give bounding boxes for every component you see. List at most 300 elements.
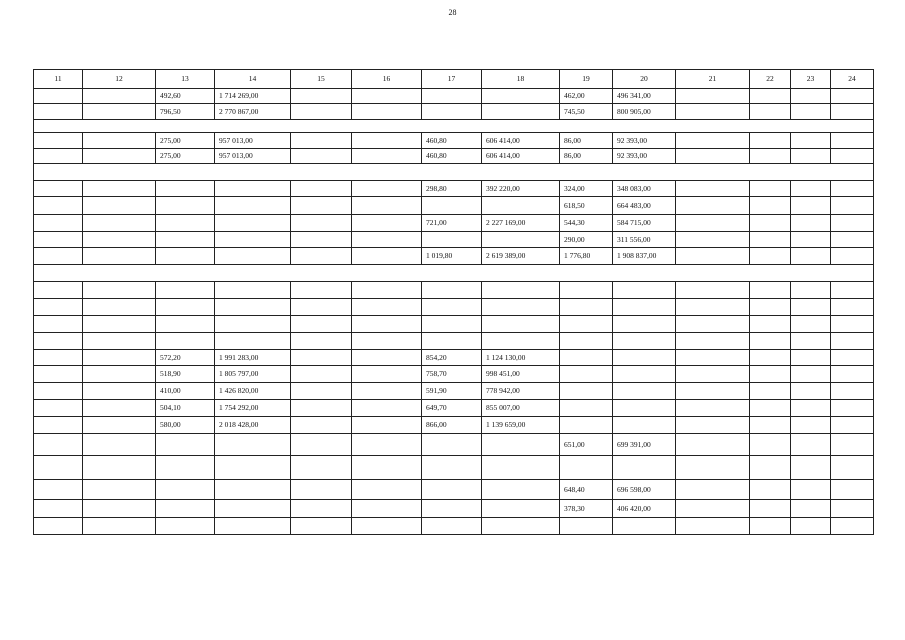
table-cell [791, 104, 831, 120]
table-cell [83, 518, 156, 535]
table-cell [831, 197, 874, 215]
table-cell [291, 518, 352, 535]
table-cell [291, 456, 352, 480]
table-cell [750, 197, 791, 215]
table-cell [34, 89, 83, 104]
table-cell [560, 400, 613, 417]
table-cell [34, 133, 83, 149]
table-cell [482, 104, 560, 120]
table-cell [291, 316, 352, 333]
table-cell [352, 89, 422, 104]
table-cell [215, 333, 291, 350]
table-cell: 462,00 [560, 89, 613, 104]
table-cell [750, 248, 791, 265]
table-cell [676, 104, 750, 120]
table-cell [34, 480, 83, 500]
section-divider [34, 164, 874, 181]
table-row [34, 89, 874, 104]
table-cell [750, 400, 791, 417]
table-cell [215, 500, 291, 518]
table-cell [791, 456, 831, 480]
table-cell [83, 104, 156, 120]
table-cell [291, 366, 352, 383]
table-cell [482, 434, 560, 456]
table-cell [750, 417, 791, 434]
table-row [34, 333, 874, 350]
table-cell: 584 715,00 [613, 215, 676, 232]
table-cell: 496 341,00 [613, 89, 676, 104]
table-cell [156, 248, 215, 265]
table-cell [422, 500, 482, 518]
table-cell [422, 333, 482, 350]
table-cell [291, 181, 352, 197]
table-cell [83, 333, 156, 350]
table-cell [156, 316, 215, 333]
table-cell [750, 149, 791, 164]
table-cell [831, 350, 874, 366]
column-header: 19 [560, 70, 613, 89]
table-cell: 1 908 837,00 [613, 248, 676, 265]
table-cell [34, 366, 83, 383]
table-cell [831, 417, 874, 434]
table-cell [831, 383, 874, 400]
table-cell [831, 518, 874, 535]
table-cell: 854,20 [422, 350, 482, 366]
table-row [34, 500, 874, 518]
table-cell [352, 197, 422, 215]
table-cell [613, 417, 676, 434]
table-cell [676, 333, 750, 350]
table-cell [422, 89, 482, 104]
table-cell: 778 942,00 [482, 383, 560, 400]
table-cell: 275,00 [156, 149, 215, 164]
table-cell [34, 456, 83, 480]
table-cell [291, 350, 352, 366]
table-cell: 275,00 [156, 133, 215, 149]
column-header: 12 [83, 70, 156, 89]
table-cell [83, 89, 156, 104]
table-cell [750, 181, 791, 197]
table-cell [291, 282, 352, 299]
table-cell: 664 483,00 [613, 197, 676, 215]
table-cell [352, 366, 422, 383]
table-cell: 649,70 [422, 400, 482, 417]
page-number: 28 [448, 8, 457, 17]
table-row [34, 417, 874, 434]
table-cell: 410,00 [156, 383, 215, 400]
table-cell [560, 456, 613, 480]
table-cell [83, 149, 156, 164]
table-cell [291, 215, 352, 232]
table-row [34, 248, 874, 265]
table-cell [750, 316, 791, 333]
table-row [34, 518, 874, 535]
table-cell [352, 133, 422, 149]
table-cell [291, 299, 352, 316]
table-cell [676, 500, 750, 518]
table-row [34, 181, 874, 197]
table-cell [352, 518, 422, 535]
table-cell [291, 434, 352, 456]
table-cell [676, 89, 750, 104]
table-cell [831, 500, 874, 518]
table-cell [34, 282, 83, 299]
table-cell [291, 500, 352, 518]
table-cell [831, 299, 874, 316]
table-cell [791, 400, 831, 417]
table-cell: 1 754 292,00 [215, 400, 291, 417]
table-cell [613, 383, 676, 400]
table-cell [83, 417, 156, 434]
table-cell [352, 181, 422, 197]
table-cell [791, 197, 831, 215]
table-cell [831, 366, 874, 383]
table-cell [750, 89, 791, 104]
table-cell: 1 426 820,00 [215, 383, 291, 400]
column-header: 14 [215, 70, 291, 89]
section-divider [34, 120, 874, 133]
table-cell [215, 316, 291, 333]
table-cell [750, 350, 791, 366]
table-cell [291, 149, 352, 164]
table-cell [791, 248, 831, 265]
table-cell [831, 333, 874, 350]
table-cell [482, 333, 560, 350]
table-cell [791, 316, 831, 333]
table-cell [83, 316, 156, 333]
table-cell [156, 181, 215, 197]
table-cell [831, 215, 874, 232]
table-cell: 618,50 [560, 197, 613, 215]
table-row [34, 133, 874, 149]
table-cell [352, 104, 422, 120]
table-cell [676, 299, 750, 316]
table-cell [34, 350, 83, 366]
table-cell [750, 456, 791, 480]
column-header: 13 [156, 70, 215, 89]
table-row [34, 366, 874, 383]
table-cell [676, 350, 750, 366]
table-cell [83, 400, 156, 417]
table-cell [291, 248, 352, 265]
table-cell: 855 007,00 [482, 400, 560, 417]
table-cell [156, 215, 215, 232]
table-cell [422, 282, 482, 299]
table-cell: 378,30 [560, 500, 613, 518]
table-cell [482, 480, 560, 500]
table-cell [676, 456, 750, 480]
table-cell [613, 282, 676, 299]
table-cell [750, 232, 791, 248]
table-cell: 648,40 [560, 480, 613, 500]
table-cell [791, 232, 831, 248]
column-header: 21 [676, 70, 750, 89]
table-cell [676, 133, 750, 149]
table-cell [156, 456, 215, 480]
table-cell [676, 417, 750, 434]
table-cell [34, 299, 83, 316]
table-cell [831, 232, 874, 248]
section-divider-row [34, 164, 874, 181]
table-cell [34, 383, 83, 400]
table-cell [156, 480, 215, 500]
header-row [34, 70, 874, 89]
table-cell [215, 181, 291, 197]
table-cell [560, 299, 613, 316]
table-cell [83, 350, 156, 366]
table-row [34, 215, 874, 232]
table-cell [560, 366, 613, 383]
table-row [34, 104, 874, 120]
table-cell: 1 124 130,00 [482, 350, 560, 366]
table-cell [560, 383, 613, 400]
table-cell [422, 434, 482, 456]
table-cell [676, 149, 750, 164]
table-cell: 699 391,00 [613, 434, 676, 456]
table-cell [352, 434, 422, 456]
table-cell [791, 350, 831, 366]
table-cell [352, 456, 422, 480]
column-header: 24 [831, 70, 874, 89]
table-cell [791, 133, 831, 149]
table-cell [83, 434, 156, 456]
table-cell [352, 417, 422, 434]
table-cell [482, 232, 560, 248]
table-cell [83, 299, 156, 316]
table-cell [83, 480, 156, 500]
table-cell: 492,60 [156, 89, 215, 104]
column-header: 11 [34, 70, 83, 89]
column-header: 22 [750, 70, 791, 89]
table-cell [676, 366, 750, 383]
table-cell [83, 282, 156, 299]
table-cell [831, 89, 874, 104]
table-cell: 957 013,00 [215, 149, 291, 164]
table-cell [34, 400, 83, 417]
table-cell [291, 417, 352, 434]
table-cell [34, 248, 83, 265]
table-cell: 92 393,00 [613, 133, 676, 149]
table-cell [83, 500, 156, 518]
table-cell [482, 456, 560, 480]
table-cell [831, 434, 874, 456]
table-cell: 2 770 867,00 [215, 104, 291, 120]
table-cell [291, 133, 352, 149]
table-cell: 606 414,00 [482, 149, 560, 164]
table-cell: 800 905,00 [613, 104, 676, 120]
table-cell [215, 282, 291, 299]
table-cell [831, 400, 874, 417]
table-cell [560, 333, 613, 350]
table-cell [352, 232, 422, 248]
table-cell [83, 456, 156, 480]
table-cell [215, 518, 291, 535]
table-cell [34, 518, 83, 535]
table-cell [352, 500, 422, 518]
table-cell [560, 316, 613, 333]
table-cell [215, 248, 291, 265]
table-cell [831, 133, 874, 149]
table-cell [156, 282, 215, 299]
table-cell: 392 220,00 [482, 181, 560, 197]
section-divider-row [34, 120, 874, 133]
table-cell [831, 149, 874, 164]
table-cell [215, 197, 291, 215]
table-cell [791, 366, 831, 383]
table-cell [352, 299, 422, 316]
table-cell [83, 197, 156, 215]
table-cell [676, 215, 750, 232]
table-cell: 1 805 797,00 [215, 366, 291, 383]
table-cell [750, 133, 791, 149]
table-cell [791, 480, 831, 500]
table-cell [156, 500, 215, 518]
table-cell [676, 248, 750, 265]
table-cell: 311 556,00 [613, 232, 676, 248]
table-cell: 651,00 [560, 434, 613, 456]
table-cell [34, 181, 83, 197]
section-divider-row [34, 265, 874, 282]
table-cell [83, 181, 156, 197]
table-cell [291, 89, 352, 104]
table-cell: 745,50 [560, 104, 613, 120]
table-cell: 460,80 [422, 133, 482, 149]
table-row [34, 282, 874, 299]
table-cell [34, 197, 83, 215]
column-header: 17 [422, 70, 482, 89]
table-cell [560, 518, 613, 535]
table-cell [613, 350, 676, 366]
table-cell: 572,20 [156, 350, 215, 366]
table-cell [676, 282, 750, 299]
table-cell [422, 104, 482, 120]
table-cell: 348 083,00 [613, 181, 676, 197]
table-cell [613, 400, 676, 417]
table-row [34, 299, 874, 316]
table-cell [560, 282, 613, 299]
table-cell: 957 013,00 [215, 133, 291, 149]
table-cell [291, 480, 352, 500]
table-cell [34, 215, 83, 232]
table-cell [34, 104, 83, 120]
table-cell [83, 383, 156, 400]
table-cell [352, 215, 422, 232]
table-cell: 290,00 [560, 232, 613, 248]
table-cell [156, 299, 215, 316]
table-cell [83, 133, 156, 149]
table-cell [831, 282, 874, 299]
table-cell [156, 232, 215, 248]
table-cell [750, 518, 791, 535]
table-cell [831, 456, 874, 480]
table-cell [676, 434, 750, 456]
table-row [34, 480, 874, 500]
table-cell [791, 500, 831, 518]
table-cell [422, 197, 482, 215]
table-cell [34, 434, 83, 456]
table-cell: 298,80 [422, 181, 482, 197]
table-cell [422, 299, 482, 316]
table-cell [791, 417, 831, 434]
table-cell [831, 104, 874, 120]
table-cell: 721,00 [422, 215, 482, 232]
table-cell [83, 366, 156, 383]
table-cell [156, 518, 215, 535]
table-cell: 406 420,00 [613, 500, 676, 518]
table-cell [291, 104, 352, 120]
table-cell [422, 232, 482, 248]
table-row [34, 456, 874, 480]
table-cell: 1 776,80 [560, 248, 613, 265]
table-cell: 606 414,00 [482, 133, 560, 149]
table-cell: 92 393,00 [613, 149, 676, 164]
table-cell [352, 333, 422, 350]
column-header: 18 [482, 70, 560, 89]
table-cell [750, 500, 791, 518]
table-cell [422, 518, 482, 535]
table-cell: 1 019,80 [422, 248, 482, 265]
table-cell [83, 215, 156, 232]
table-row [34, 149, 874, 164]
table-cell [831, 316, 874, 333]
table-cell [791, 333, 831, 350]
table-cell [791, 215, 831, 232]
table-cell: 866,00 [422, 417, 482, 434]
table-row [34, 434, 874, 456]
table-cell [352, 248, 422, 265]
table-row [34, 400, 874, 417]
table-cell [791, 383, 831, 400]
table-cell [791, 149, 831, 164]
table-cell [676, 383, 750, 400]
table-cell [750, 299, 791, 316]
table-cell [750, 215, 791, 232]
table-row [34, 383, 874, 400]
table-cell [482, 500, 560, 518]
table-cell [831, 480, 874, 500]
table-cell [352, 480, 422, 500]
table-cell [482, 518, 560, 535]
table-cell [422, 316, 482, 333]
table-cell: 591,90 [422, 383, 482, 400]
table-row [34, 232, 874, 248]
table-cell [676, 232, 750, 248]
column-header: 20 [613, 70, 676, 89]
table-cell [352, 282, 422, 299]
table-cell: 86,00 [560, 149, 613, 164]
table-cell [34, 149, 83, 164]
table-cell: 2 018 428,00 [215, 417, 291, 434]
table-cell [750, 434, 791, 456]
table-cell [482, 89, 560, 104]
table-cell: 460,80 [422, 149, 482, 164]
table-cell [482, 282, 560, 299]
table-cell [215, 480, 291, 500]
table-cell [352, 149, 422, 164]
column-header: 16 [352, 70, 422, 89]
table-cell [676, 480, 750, 500]
column-header: 15 [291, 70, 352, 89]
table-cell [676, 400, 750, 417]
table-cell: 796,50 [156, 104, 215, 120]
table-cell [750, 282, 791, 299]
table-cell: 2 227 169,00 [482, 215, 560, 232]
data-table [33, 69, 874, 535]
table-cell [215, 434, 291, 456]
table-cell: 2 619 389,00 [482, 248, 560, 265]
table-cell [291, 232, 352, 248]
table-cell [750, 333, 791, 350]
